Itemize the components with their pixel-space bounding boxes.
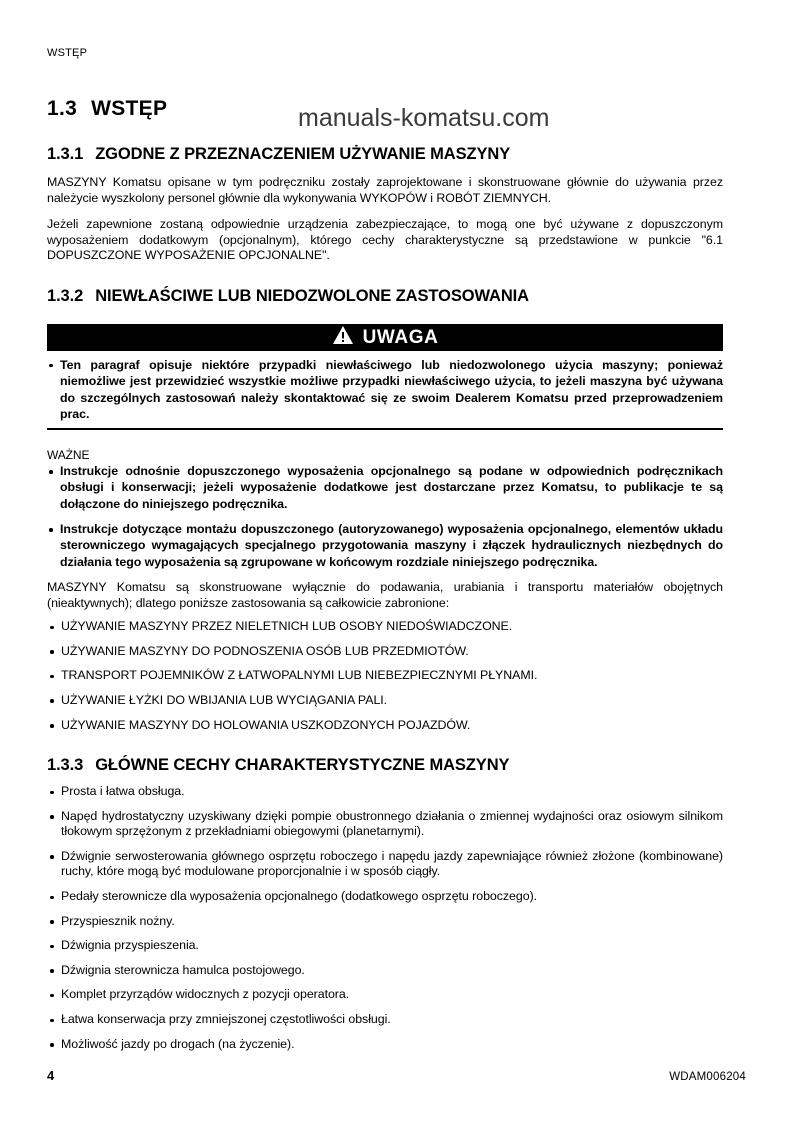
subsection-number: 1.3.3 xyxy=(47,756,84,775)
warning-item-list xyxy=(47,357,723,422)
page-number: 4 xyxy=(47,1068,55,1083)
subsection-number: 1.3.2 xyxy=(47,286,84,305)
warning-bottom-rule xyxy=(47,428,723,430)
main-features-list xyxy=(47,784,723,1052)
list-item: Dźwignie serwosterowania głównego osprzętu roboczego i napędu jazdy zapewniające również złożone (kombinowane) ruchy, które mogą być modulowane proporcjonalnie i w sposób ciągły. xyxy=(47,849,723,880)
important-item-list xyxy=(47,463,723,570)
list-item: TRANSPORT POJEMNIKÓW Z ŁATWOPALNYMI LUB NIEBEZPIECZNYMI PŁYNAMI. xyxy=(47,668,723,684)
list-item: UŻYWANIE ŁYŻKI DO WBIJANIA LUB WYCIĄGANIA PALI. xyxy=(47,693,723,709)
warning-bar xyxy=(47,324,723,351)
list-item: Możliwość jazdy po drogach (na życzenie). xyxy=(47,1037,723,1053)
list-item: Łatwa konserwacja przy zmniejszonej częstotliwości obsługi. xyxy=(47,1012,723,1028)
watermark-text: manuals-komatsu.com xyxy=(298,104,550,132)
list-item: UŻYWANIE MASZYNY PRZEZ NIELETNICH LUB OSOBY NIEDOŚWIADCZONE. xyxy=(47,619,723,635)
heading-main-features xyxy=(47,755,723,776)
heading-intended-use xyxy=(47,144,723,165)
subsection-title: NIEWŁAŚCIWE LUB NIEDOZWOLONE ZASTOSOWANIA xyxy=(95,286,529,305)
subsection-number: 1.3.1 xyxy=(47,145,84,163)
paragraph-intended-use-2: Jeżeli zapewnione zostaną odpowiednie urządzenia zabezpieczające, to mogą one być używane z dopuszczonym wyposażeniem dodatkowym (opcjonalnym), którego cechy charakterystyczne są przedstawione w punkcie "6.1 DOPUSZCZONE WYPOSAŻENIE OPCJONALNE". xyxy=(47,217,723,263)
warning-triangle-icon xyxy=(332,325,354,350)
page-footer xyxy=(47,1068,746,1083)
subsection-title: ZGODNE Z PRZEZNACZENIEM UŻYWANIE MASZYNY xyxy=(95,145,511,163)
list-item: UŻYWANIE MASZYNY DO HOLOWANIA USZKODZONYCH POJAZDÓW. xyxy=(47,718,723,734)
heading-improper-use xyxy=(47,286,723,307)
list-item: Ten paragraf opisuje niektóre przypadki niewłaściwego lub niedozwolonego użycia maszyny; ponieważ niemożliwe jest przewidzieć wszystkie możliwe przypadki niewłaściwego użycia, to jeżeli maszyna być używana do szczególnych zastosowań należy skontaktować się ze swoim Dealerem Komatsu przed przeprowadzeniem prac. xyxy=(47,357,723,422)
list-item: Prosta i łatwa obsługa. xyxy=(47,784,723,800)
subsection-title: GŁÓWNE CECHY CHARAKTERYSTYCZNE MASZYNY xyxy=(95,756,510,775)
important-label: WAŻNE xyxy=(47,448,90,463)
list-item: Napęd hydrostatyczny uzyskiwany dzięki pompie obustronnego działania o zmiennej wydajności oraz osiowym silnikom tłokowym sprzężonym z przekładniami obiegowymi (planetarnymi). xyxy=(47,809,723,840)
page-title xyxy=(47,96,723,122)
forbidden-item-list xyxy=(47,619,723,733)
warning-label: UWAGA xyxy=(362,326,439,348)
list-item: Instrukcje dotyczące montażu dopuszczonego (autoryzowanego) wyposażenia opcjonalnego, elementów układu sterowniczego wymagających specjalnego przygotowania maszyny i złączek hydraulicznych niezbędnych do działania tego wyposażenia są zgrupowane w końcowym rozdziale niniejszego podręcznika. xyxy=(47,521,723,570)
list-item: Przyspiesznik nożny. xyxy=(47,914,723,930)
list-item: Komplet przyrządów widocznych z pozycji operatora. xyxy=(47,987,723,1003)
warning-block xyxy=(47,324,723,430)
list-item: Instrukcje odnośnie dopuszczonego wyposażenia opcjonalnego są podane w odpowiednich podręcznikach obsługi i konserwacji; jeżeli wyposażenie dodatkowe jest dostarczane przez Komatsu, to publikacje te są dołączone do niniejszego podręcznika. xyxy=(47,463,723,512)
section-title: WSTĘP xyxy=(91,97,168,120)
section-number: 1.3 xyxy=(47,97,78,120)
paragraph-intended-use-1: MASZYNY Komatsu opisane w tym podręczniku zostały zaprojektowane i skonstruowane głównie do używania przez należycie wyszkolony personel głównie dla wykonywania WYKOPÓW i ROBÓT ZIEMNYCH. xyxy=(47,175,723,205)
document-code: WDAM006204 xyxy=(669,1071,746,1083)
running-header: WSTĘP xyxy=(47,47,88,59)
list-item: Dźwignia sterownicza hamulca postojowego. xyxy=(47,963,723,979)
page-content xyxy=(47,96,723,1052)
list-item: Dźwignia przyspieszenia. xyxy=(47,938,723,954)
paragraph-forbidden-intro: MASZYNY Komatsu są skonstruowane wyłącznie do podawania, urabiania i transportu materiałów obojętnych (nieaktywnych); dlatego poniższe zastosowania są całkowicie zabronione: xyxy=(47,579,723,610)
list-item: UŻYWANIE MASZYNY DO PODNOSZENIA OSÓB LUB PRZEDMIOTÓW. xyxy=(47,644,723,660)
list-item: Pedały sterownicze dla wyposażenia opcjonalnego (dodatkowego osprzętu roboczego). xyxy=(47,889,723,905)
